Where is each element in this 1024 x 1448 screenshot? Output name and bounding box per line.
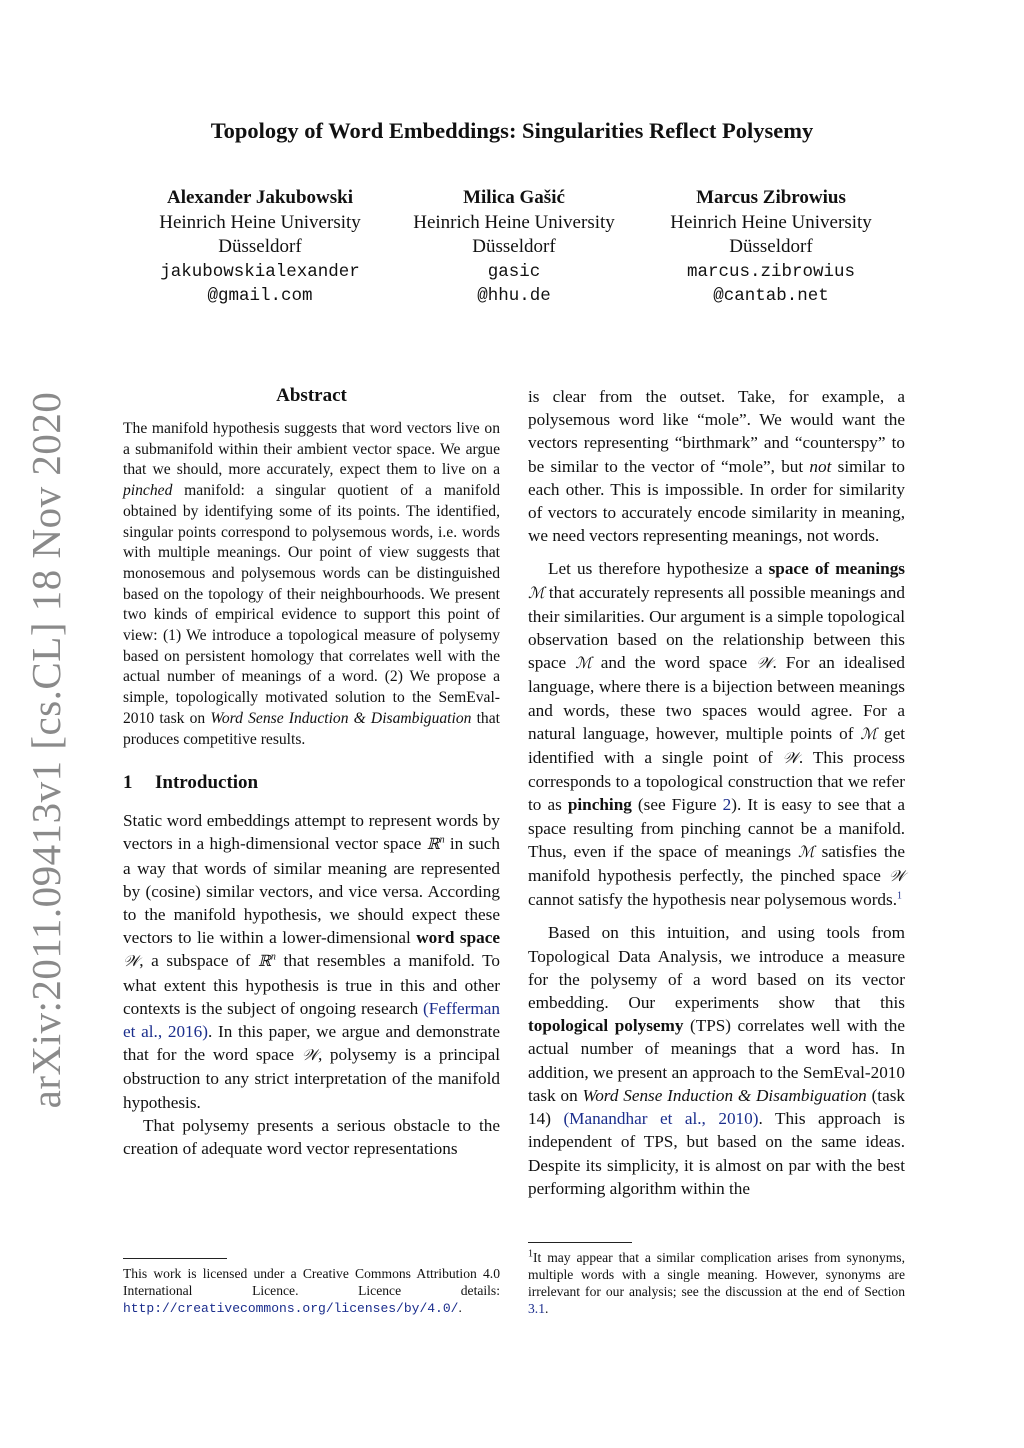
author-email-user: gasic <box>487 261 541 282</box>
author-email-domain: @hhu.de <box>477 286 551 306</box>
citation-link[interactable]: (Fefferman et al., 2016) <box>123 998 500 1042</box>
footnote-1: $^1$It may appear that a similar complication arises from synonyms, multiple words with a single meaning. However, synonyms are irrelevant for our analysis; see the discussion at the end of Section 3.1. <box>528 1242 905 1317</box>
intro-paragraph-2-continued: is clear from the outset. Take, for example, a polysemous word like “mole”. We would want the vectors representing “birthmark” and “counterspy” to be similar to the vector of “mole”, but not similar to each other. This is impossible. In order for similarity of vectors to accurately encode similarity in meaning, we need vectors representing meanings, not words. <box>528 387 905 546</box>
arxiv-identifier: arXiv:2011.09413v1 [cs.CL] 18 Nov 2020 <box>23 391 69 1109</box>
author-block-1 <box>130 186 390 309</box>
footnote-marker[interactable]: 1 <box>897 890 902 902</box>
abstract-heading: Abstract <box>276 385 347 406</box>
license-footnote: This work is licensed under a Creative Commons Attribution 4.0 International Licence. Licence details: http://creativecommons.org/licenses/by/4.0/. <box>123 1258 500 1317</box>
author-email-user: marcus.zibrowius <box>686 261 856 282</box>
footnote-divider <box>123 1258 227 1259</box>
figure-link[interactable]: 2 <box>722 795 732 815</box>
author-city: Düsseldorf <box>729 236 813 257</box>
intro-paragraph-1: Static word embeddings attempt to represent words by vectors in a high-dimensional vector space ℝ$^n$ in such a way that words of similar meaning are represented by (cosine) similar vectors, and vice versa. According to the manifold hypothesis, we should expect these vectors to lie within a lower-dimensional word space 𝒲, a subspace of ℝ$^n$ that resembles a manifold. To what extent this hypothesis is true in this and other contexts is the subject of ongoing research (Fefferman et al., 2016). In this paper, we argue and demonstrate that for the word space 𝒲, polysemy is a principal obstruction to any strict interpretation of the manifold hypothesis. <box>123 811 501 1112</box>
intro-paragraph-3: Let us therefore hypothesize a space of meanings ℳ that accurately represents all possible meanings and their similarities. Our argument is a simple topological observation based on the relationship between this space ℳ and the word space 𝒲. For an idealised language, where there is a bijection between meanings and words, these two spaces would agree. For a natural language, however, multiple points of ℳ get identified with a single point of 𝒲. This process corresponds to a topological construction that we refer to as pinching (see Figure 2). It is easy to see that a space resulting from pinching cannot be a manifold. Thus, even if the space of meanings ℳ satisfies the manifold hypothesis perfectly, the pinched space 𝒲 cannot satisfy the hypothesis near polysemous words.$^1$ <box>528 559 906 910</box>
arxiv-sidebar-stamp <box>22 391 70 1109</box>
license-url-link[interactable]: http://creativecommons.org/licenses/by/4.0/ <box>123 1301 459 1316</box>
intro-paragraph-4: Based on this intuition, and using tools from Topological Data Analysis, we introduce a measure for the polysemy of a word based on its vector embedding. Our experiments show that this topological polysemy (TPS) correlates well with the actual number of meanings that a word has. In addition, we present an approach to the SemEval-2010 task on Word Sense Induction & Disambiguation (task 14) (Manandhar et al., 2010). This approach is independent of TPS, but based on the same ideas. Despite its simplicity, it is almost on par with the best performing algorithm within the <box>528 923 905 1198</box>
citation-link[interactable]: (Manandhar et al., 2010) <box>563 1109 759 1129</box>
right-column <box>528 385 905 1200</box>
left-column <box>123 385 500 1160</box>
abstract-text: The manifold hypothesis suggests that word vectors live on a submanifold within their ambient vector space. We argue that we should, more accurately, expect them to live on a pinched manifold: a singular quotient of a manifold obtained by identifying some of its points. The identified, singular points correspond to polysemous words, i.e. words with multiple meanings. Our point of view suggests that monosemous and polysemous words can be distinguished based on the topology of their neighbourhoods. We present two kinds of empirical evidence to support this point of view: (1) We introduce a topological measure of polysemy based on persistent homology that correlates well with the actual number of meanings of a word. (2) We propose a simple, topologically motivated solution to the SemEval-2010 task on Word Sense Induction & Disambiguation that produces competitive results. <box>123 420 500 748</box>
author-affiliation: Heinrich Heine University <box>670 211 872 233</box>
author-affiliation: Heinrich Heine University <box>413 211 615 233</box>
author-email-domain: @gmail.com <box>207 286 313 306</box>
author-block-3 <box>641 186 901 309</box>
author-email-user: jakubowskialexander <box>160 261 360 282</box>
author-city: Düsseldorf <box>472 236 556 257</box>
author-city: Düsseldorf <box>218 236 302 257</box>
paper-title: Topology of Word Embeddings: Singularities Reflect Polysemy <box>210 118 814 143</box>
author-affiliation: Heinrich Heine University <box>159 211 361 233</box>
author-email-domain: @cantab.net <box>713 286 829 306</box>
author-block-2 <box>384 186 644 309</box>
author-name: Marcus Zibrowius <box>696 187 846 208</box>
author-name: Milica Gašić <box>463 187 565 208</box>
footnote-divider <box>528 1242 632 1243</box>
section-link[interactable]: 3.1 <box>528 1301 545 1316</box>
intro-paragraph-2-start: That polysemy presents a serious obstacle to the creation of adequate word vector representations <box>123 1115 500 1159</box>
section-heading-introduction: 1 Introduction <box>123 772 259 794</box>
author-name: Alexander Jakubowski <box>166 187 353 208</box>
